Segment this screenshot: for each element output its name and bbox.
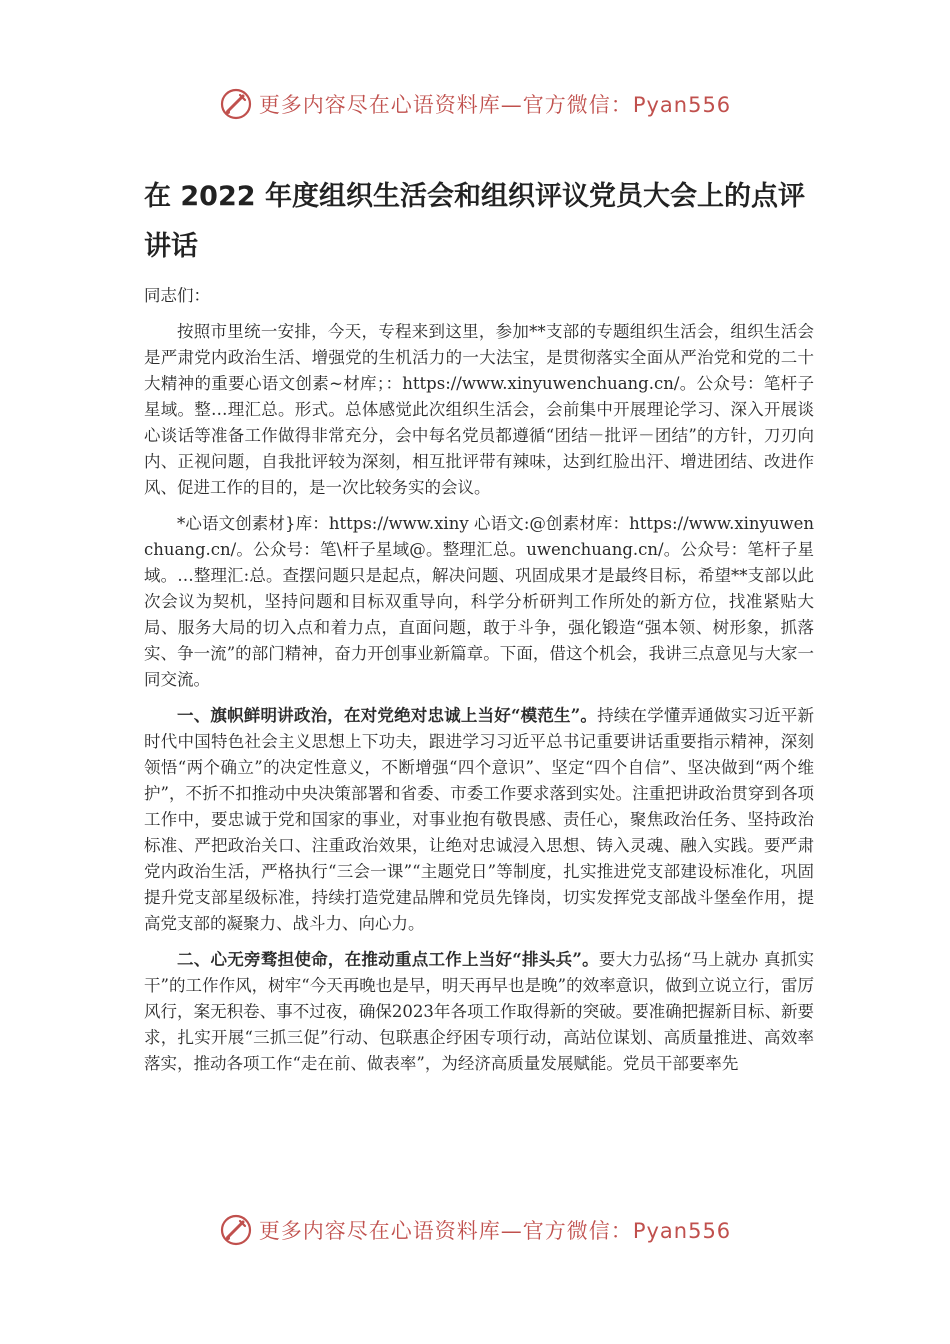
banner-text: 更多内容尽在心语资料库—官方微信：Pyan556	[258, 93, 732, 117]
section-heading: 一、旗帜鲜明讲政治，在对党绝对忠诚上当好“模范生”。	[177, 706, 598, 725]
document-title: 在 2022 年度组织生活会和组织评议党员大会上的点评讲话	[144, 181, 805, 262]
footer-watermark-banner	[0, 1210, 950, 1250]
paragraph-2	[144, 511, 814, 693]
header-watermark-banner	[0, 84, 950, 124]
paragraph-3	[144, 703, 814, 937]
paragraph-text: 按照市里统一安排，今天，专程来到这里，参加**支部的专题组织生活会，组织生活会是严肃党内政治生活、增强党的生机活力的一大法宝，是贯彻落实全面从严治党和党的二十大精神的重要心语文创素~材库；：https://www.xinyuwenchuang.cn/。公众号：笔杆子星域。整…理汇总。形式。总体感觉此次组织生活会，会前集中开展理论学习、深入开展谈心谈话等准备工作做得非常充分，会中每名党员都遵循“团结－批评－团结”的方针，刀刃向内、正视问题，自我批评较为深刻，相互批评带有辣味，达到红脸出汗、增进团结、改进作风、促进工作的目的，是一次比较务实的会议。	[144, 322, 814, 497]
paragraph-1	[144, 319, 814, 501]
wechat-id: Pyan556	[632, 1219, 732, 1243]
paragraph-4	[144, 947, 814, 1077]
paragraph-text: *心语文创素材}库：https://www.xiny 心语文:@创素材库：https://www.xinyuwenchuang.cn/。公众号：笔\杆子星域@。整理汇总。uwenchuang.cn/。公众号：笔杆子星域。…整理汇:总。查摆问题只是起点，解决问题、巩固成果才是最终目标，希望**支部以此次会议为契机，坚持问题和目标双重导向，科学分析研判工作所处的新方位，找准紧贴大局、服务大局的切入点和着力点，直面问题，敢于斗争，强化锻造“强本领、树形象，抓落实、争一流”的部门精神，奋力开创事业新篇章。下面，借这个机会，我讲三点意见与大家一同交流。	[144, 514, 814, 689]
paragraph-text: 要大力弘扬“马上就办 真抓实干”的工作作风，树牢“今天再晚也是早，明天再早也是晚”的效率意识，做到立说立行，雷厉风行，案无积卷、事不过夜，确保2023年各项工作取得新的突破。要准确把握新目标、新要求，扎实开展“三抓三促”行动、包联惠企纾困专项行动，高站位谋划、高质量推进、高效率落实，推动各项工作“走在前、做表率”，为经济高质量发展赋能。党员干部要率先	[144, 950, 814, 1073]
salutation: 同志们：	[144, 286, 210, 305]
brand-logo-icon	[219, 1213, 253, 1247]
brand-logo-icon	[219, 87, 253, 121]
wechat-id: Pyan556	[632, 93, 732, 117]
section-heading: 二、心无旁骛担使命，在推动重点工作上当好“排头兵”。	[177, 950, 599, 969]
banner-text: 更多内容尽在心语资料库—官方微信：Pyan556	[258, 1219, 732, 1243]
paragraph-text: 持续在学懂弄通做实习近平新时代中国特色社会主义思想上下功夫，跟进学习习近平总书记重要讲话重要指示精神，深刻领悟“两个确立”的决定性意义，不断增强“四个意识”、坚定“四个自信”、坚决做到“两个维护”，不折不扣推动中央决策部署和省委、市委工作要求落到实处。注重把讲政治贯穿到各项工作中，要忠诚于党和国家的事业，对事业抱有敬畏感、责任心，聚焦政治任务、坚持政治标准、严把政治关口、注重政治效果，让绝对忠诚浸入思想、铸入灵魂、融入实践。要严肃党内政治生活，严格执行“三会一课”“主题党日”等制度，扎实推进党支部建设标准化，巩固提升党支部星级标准，持续打造党建品牌和党员先锋岗，切实发挥党支部战斗堡垒作用，提高党支部的凝聚力、战斗力、向心力。	[144, 706, 814, 933]
document-body	[144, 283, 814, 1087]
